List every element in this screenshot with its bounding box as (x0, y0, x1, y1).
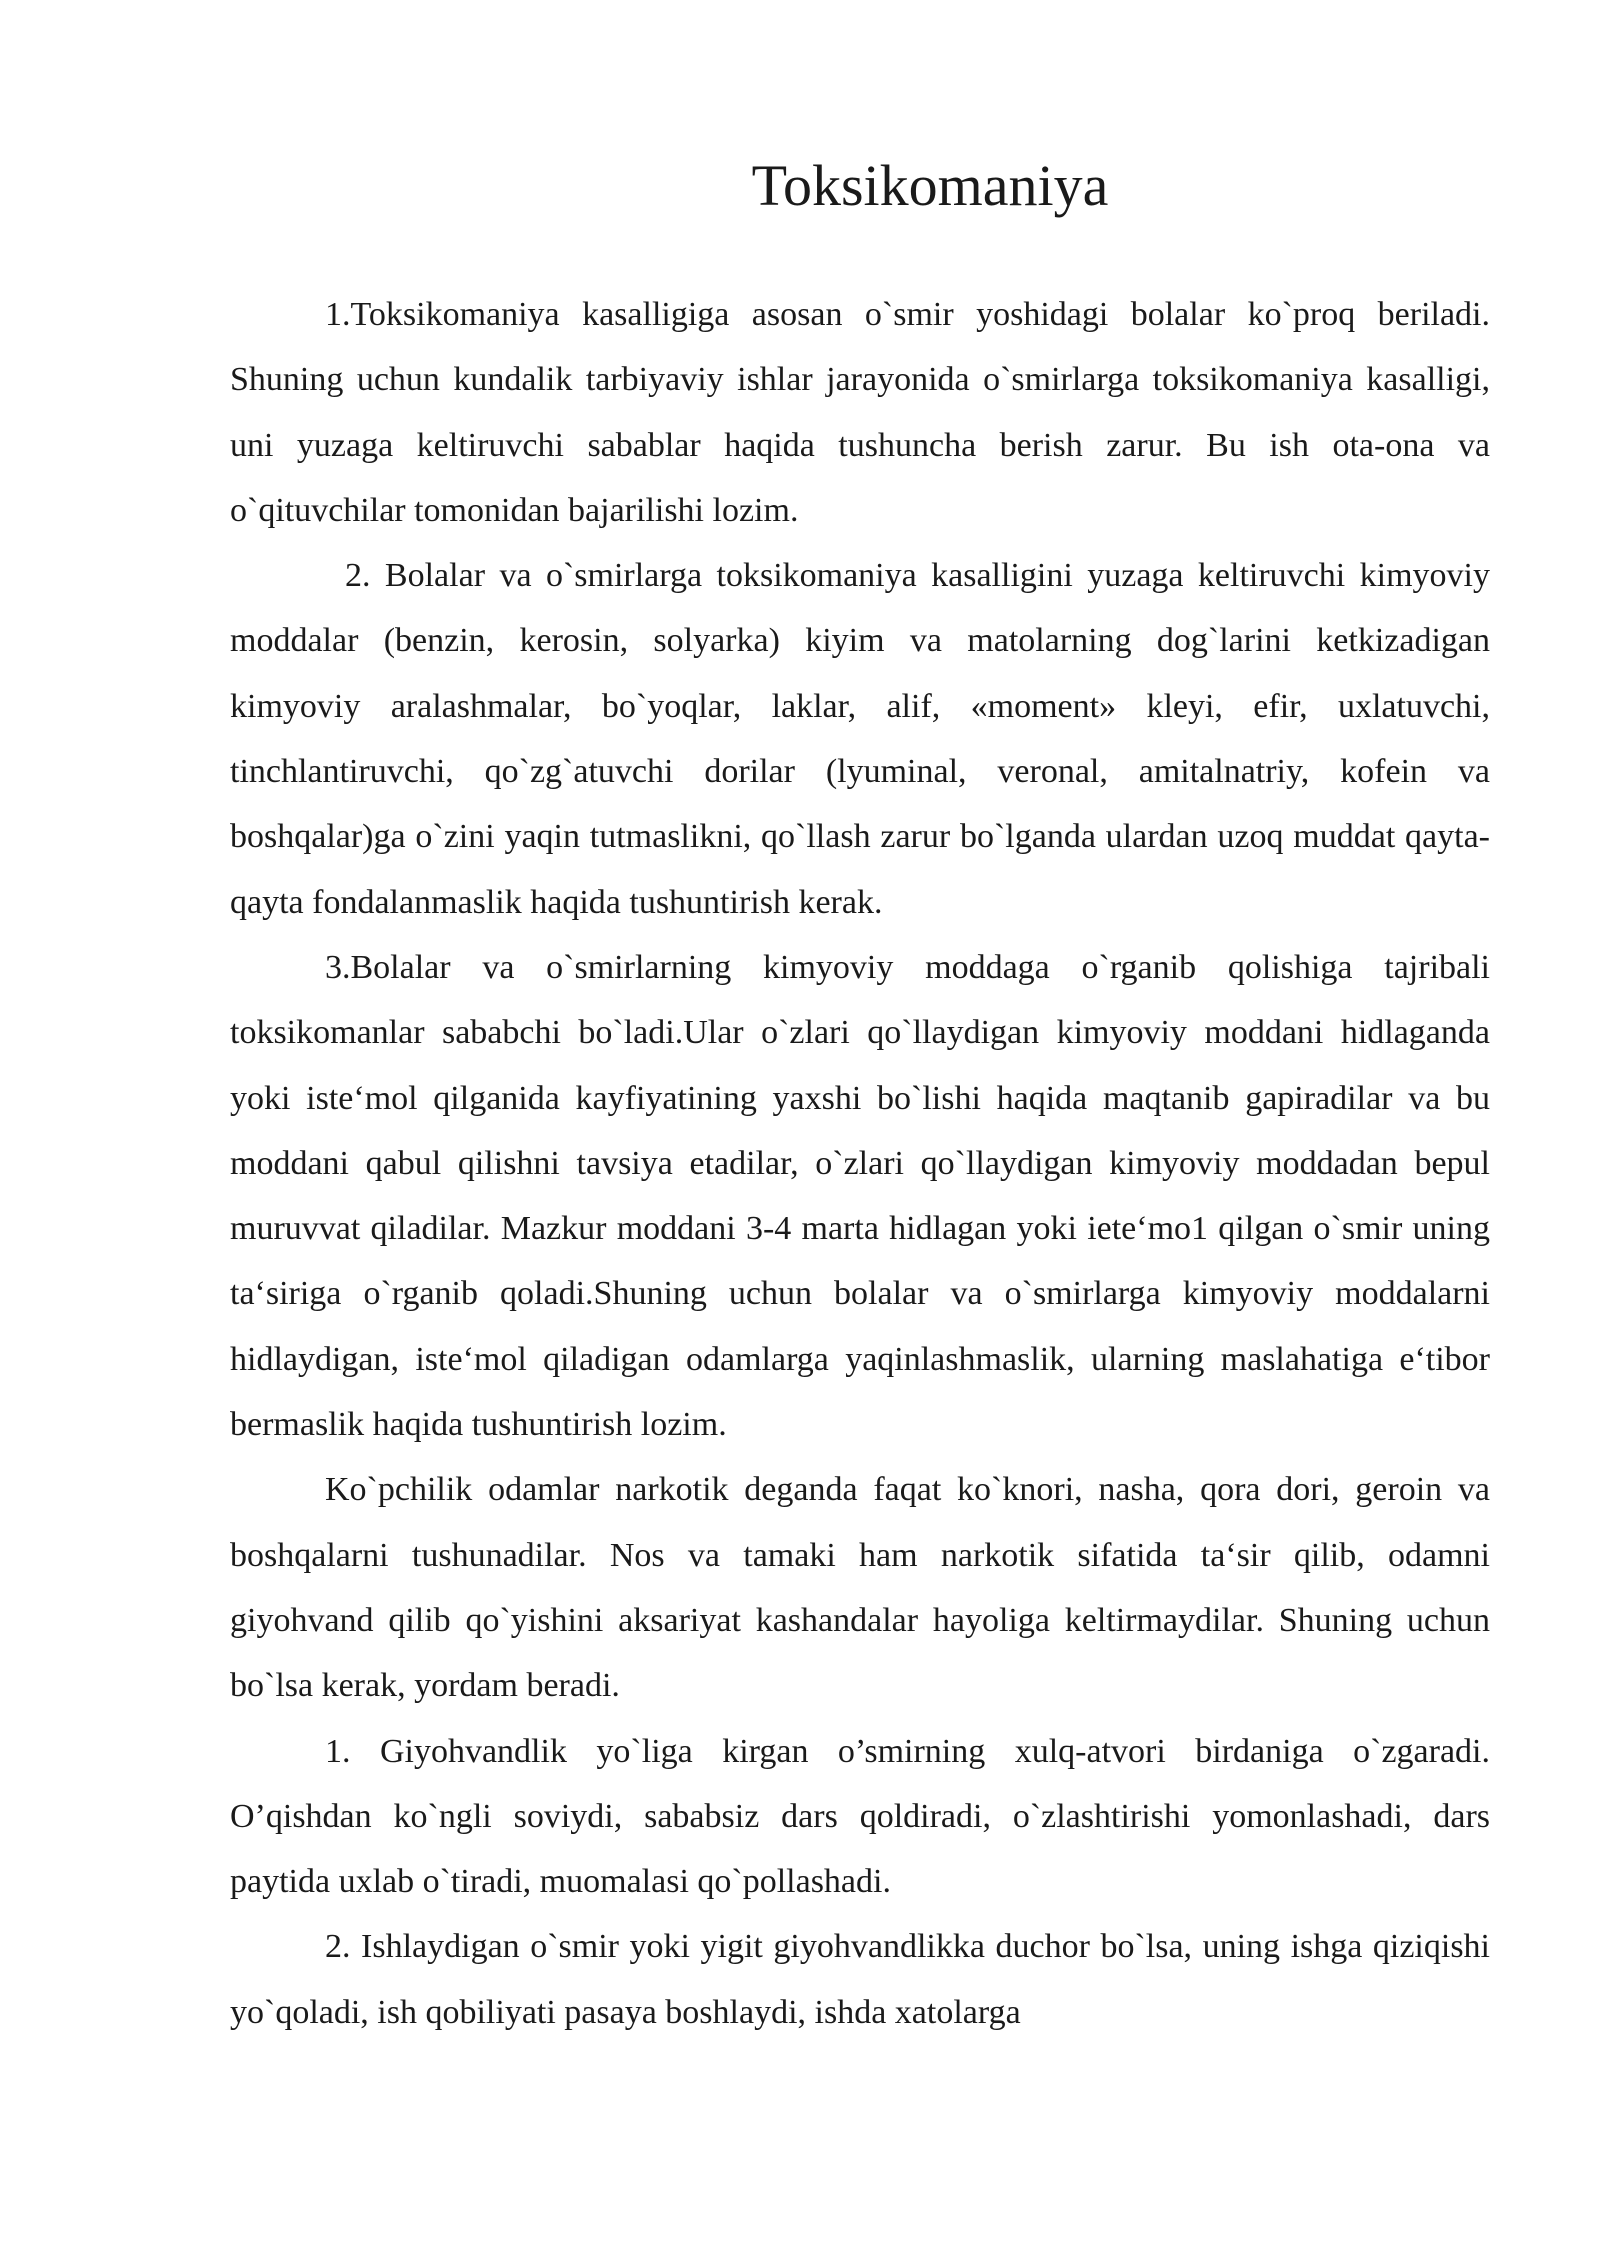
paragraph-2: 2. Bolalar va o`smirlarga toksikomaniya kasalligini yuzaga keltiruvchi kimyoviy moddalar (benzin, kerosin, solyarka) kiyim va matolarning dog`larini ketkizadigan kimyoviy aralashmalar, bo`yoqlar, laklar, alif, «moment» kleyi, efir, uxlatuvchi, tinchlantiruvchi, qo`zg`atuvchi dorilar (lyuminal, veronal, amitalnatriy, kofein va boshqalar)ga o`zini yaqin tutmaslikni, qo`llash zarur bo`lganda ulardan uzoq muddat qayta-qayta fondalanmaslik haqida tushuntirish kerak. (230, 557, 1490, 921)
document-body (230, 282, 1490, 2045)
paragraph-6: 2. Ishlaydigan o`smir yoki yigit giyohvandlikka duchor bo`lsa, uning ishga qiziqishi yo`qoladi, ish qobiliyati pasaya boshlaydi, ishda xatolarga (230, 1928, 1490, 2031)
paragraph-3: 3.Bolalar va o`smirlarning kimyoviy moddaga o`rganib qolishiga tajribali toksikomanlar sababchi bo`ladi.Ular o`zlari qo`llaydigan kimyoviy moddani hidlaganda yoki iste‘mol qilganida kayfiyatining yaxshi bo`lishi haqida maqtanib gapiradilar va bu moddani qabul qilishni tavsiya etadilar, o`zlari qo`llaydigan kimyoviy moddadan bepul muruvvat qiladilar. Mazkur moddani 3-4 marta hidlagan yoki iete‘mo1 qilgan o`smir uning ta‘siriga o`rganib qoladi.Shuning uchun bolalar va o`smirlarga kimyoviy moddalarni hidlaydigan, iste‘mol qiladigan odamlarga yaqinlashmaslik, ularning maslahatiga e‘tibor bermaslik haqida tushuntirish lozim. (230, 948, 1490, 1444)
paragraph-4: Ko`pchilik odamlar narkotik deganda faqat ko`knori, nasha, qora dori, geroin va boshqalarni tushunadilar. Nos va tamaki ham narkotik sifatida ta‘sir qilib, odamni giyohvand qilib qo`yishini aksariyat kashandalar hayoliga keltirmaydilar. Shuning uchun bo`lsa kerak, yordam beradi. (230, 1471, 1490, 1705)
paragraph-5: 1. Giyohvandlik yo`liga kirgan o’smirning xulq-atvori birdaniga o`zgaradi. O’qishdan ko`ngli soviydi, sababsiz dars qoldiradi, o`zlashtirishi yomonlashadi, dars paytida uxlab o`tiradi, muomalasi qo`pollashadi. (230, 1732, 1490, 1901)
paragraph-1: 1.Toksikomaniya kasalligiga asosan o`smir yoshidagi bolalar ko`proq beriladi. Shuning uchun kundalik tarbiyaviy ishlar jarayonida o`smirlarga toksikomaniya kasalligi, uni yuzaga keltiruvchi sabablar haqida tushuncha berish zarur. Bu ish ota-ona va o`qituvchilar tomonidan bajarilishi lozim. (230, 296, 1490, 529)
page-title: Toksikomaniya (751, 153, 1109, 218)
